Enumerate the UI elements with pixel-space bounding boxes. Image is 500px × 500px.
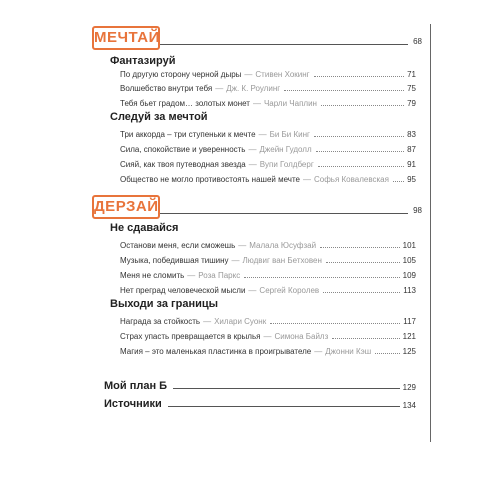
section-page-number: 98 bbox=[413, 206, 422, 215]
toc-entry[interactable] bbox=[120, 284, 416, 295]
entry-page: 91 bbox=[407, 160, 416, 169]
entry-title: Три аккорда – три ступеньки к мечте bbox=[120, 130, 256, 139]
toc-end-item-plan-b[interactable] bbox=[104, 378, 416, 392]
group-title: Выходи за границы bbox=[110, 298, 219, 310]
dot-leader bbox=[318, 166, 404, 167]
section-dream[interactable] bbox=[92, 26, 422, 48]
entry-author: Роза Паркс bbox=[198, 271, 241, 280]
entry-author: Стивен Хокинг bbox=[255, 70, 310, 79]
section-dare[interactable] bbox=[92, 195, 422, 217]
entry-title: По другую сторону черной дыры bbox=[120, 70, 242, 79]
entry-page: 71 bbox=[407, 70, 416, 79]
entry-author: Людвиг ван Бетховен bbox=[242, 256, 322, 265]
section-title: МЕЧТАЙ bbox=[92, 26, 160, 50]
entry-author: Сергей Королев bbox=[259, 286, 320, 295]
toc-entry[interactable] bbox=[120, 330, 416, 341]
dash-separator: — bbox=[248, 160, 257, 169]
section-rule bbox=[160, 44, 408, 45]
dash-separator: — bbox=[231, 256, 240, 265]
dot-leader bbox=[321, 105, 404, 106]
dot-leader bbox=[314, 136, 404, 137]
entry-title: Магия – это маленькая пластинка в проигрывателе bbox=[120, 347, 312, 356]
entry-title: Сила, спокойствие и уверенность bbox=[120, 145, 246, 154]
dot-leader bbox=[393, 181, 404, 182]
entry-page: 87 bbox=[407, 145, 416, 154]
dot-leader bbox=[270, 323, 400, 324]
entry-title: Награда за стойкость bbox=[120, 317, 201, 326]
dash-separator: — bbox=[248, 286, 257, 295]
dash-separator: — bbox=[203, 317, 212, 326]
entry-page: 75 bbox=[407, 84, 416, 93]
toc-entry[interactable] bbox=[120, 68, 416, 79]
entry-title: Нет преград человеческой мысли bbox=[120, 286, 246, 295]
toc-entry[interactable] bbox=[120, 315, 416, 326]
entry-author: Би Би Кинг bbox=[269, 130, 310, 139]
group-title: Фантазируй bbox=[110, 55, 176, 67]
toc-end-item-sources[interactable] bbox=[104, 396, 416, 410]
entry-page: 101 bbox=[402, 241, 416, 250]
dash-separator: — bbox=[314, 347, 323, 356]
entry-title: Сияй, как твоя путеводная звезда bbox=[120, 160, 246, 169]
dash-separator: — bbox=[252, 99, 261, 108]
dash-separator: — bbox=[258, 130, 267, 139]
group-title: Не сдавайся bbox=[110, 222, 179, 234]
dot-leader bbox=[284, 90, 404, 91]
entry-page: 95 bbox=[407, 175, 416, 184]
dot-leader bbox=[316, 151, 404, 152]
entry-page: 117 bbox=[403, 317, 416, 326]
end-item-page: 134 bbox=[402, 401, 416, 410]
entry-title: Страх упасть превращается в крылья bbox=[120, 332, 261, 341]
toc-entry[interactable] bbox=[120, 173, 416, 184]
dot-leader bbox=[326, 262, 400, 263]
dash-separator: — bbox=[244, 70, 253, 79]
entry-page: 105 bbox=[402, 256, 416, 265]
entry-author: Чарли Чаплин bbox=[263, 99, 317, 108]
right-margin-line bbox=[430, 24, 431, 442]
entry-title: Волшебство внутри тебя bbox=[120, 84, 213, 93]
dot-leader bbox=[375, 353, 399, 354]
entry-page: 125 bbox=[402, 347, 416, 356]
entry-title: Общество не могло противостоять нашей мечте bbox=[120, 175, 300, 184]
dash-separator: — bbox=[187, 271, 196, 280]
section-rule bbox=[160, 213, 408, 214]
toc-entry[interactable] bbox=[120, 269, 416, 280]
entry-page: 79 bbox=[407, 99, 416, 108]
dot-leader bbox=[244, 277, 399, 278]
toc-entry[interactable] bbox=[120, 128, 416, 139]
toc-entry[interactable] bbox=[120, 345, 416, 356]
entry-author: Малала Юсуфзай bbox=[249, 241, 317, 250]
toc-entry[interactable] bbox=[120, 239, 416, 250]
entry-page: 109 bbox=[402, 271, 416, 280]
dash-separator: — bbox=[302, 175, 311, 184]
dash-separator: — bbox=[215, 84, 224, 93]
toc-entry[interactable] bbox=[120, 82, 416, 93]
toc-entry[interactable] bbox=[120, 158, 416, 169]
entry-author: Джонни Кэш bbox=[325, 347, 372, 356]
dot-leader bbox=[332, 338, 399, 339]
rule-leader bbox=[168, 406, 400, 407]
entry-author: Хилари Суонк bbox=[214, 317, 267, 326]
end-item-page: 129 bbox=[402, 383, 416, 392]
dash-separator: — bbox=[263, 332, 272, 341]
entry-page: 113 bbox=[403, 286, 416, 295]
group-title: Следуй за мечтой bbox=[110, 111, 208, 123]
entry-author: Вупи Голдберг bbox=[259, 160, 314, 169]
entry-page: 121 bbox=[402, 332, 416, 341]
toc-entry[interactable] bbox=[120, 143, 416, 154]
entry-title: Музыка, победившая тишину bbox=[120, 256, 229, 265]
entry-author: Джейн Гудолл bbox=[259, 145, 312, 154]
end-item-title: Мой план Б bbox=[104, 380, 168, 392]
toc-entry[interactable] bbox=[120, 254, 416, 265]
entry-author: Дж. К. Роулинг bbox=[226, 84, 281, 93]
dot-leader bbox=[314, 76, 405, 77]
dot-leader bbox=[323, 292, 400, 293]
dash-separator: — bbox=[238, 241, 247, 250]
entry-page: 83 bbox=[407, 130, 416, 139]
end-item-title: Источники bbox=[104, 398, 162, 410]
dash-separator: — bbox=[248, 145, 257, 154]
entry-author: Симона Байлз bbox=[274, 332, 329, 341]
entry-title: Тебя бьет градом… золотых монет bbox=[120, 99, 250, 108]
dot-leader bbox=[320, 247, 400, 248]
entry-title: Останови меня, если сможешь bbox=[120, 241, 236, 250]
rule-leader bbox=[173, 388, 400, 389]
entry-author: Софья Ковалевская bbox=[313, 175, 389, 184]
section-page-number: 68 bbox=[413, 37, 422, 46]
section-title: ДЕРЗАЙ bbox=[92, 195, 160, 219]
entry-title: Меня не сломить bbox=[120, 271, 185, 280]
toc-entry[interactable] bbox=[120, 97, 416, 108]
